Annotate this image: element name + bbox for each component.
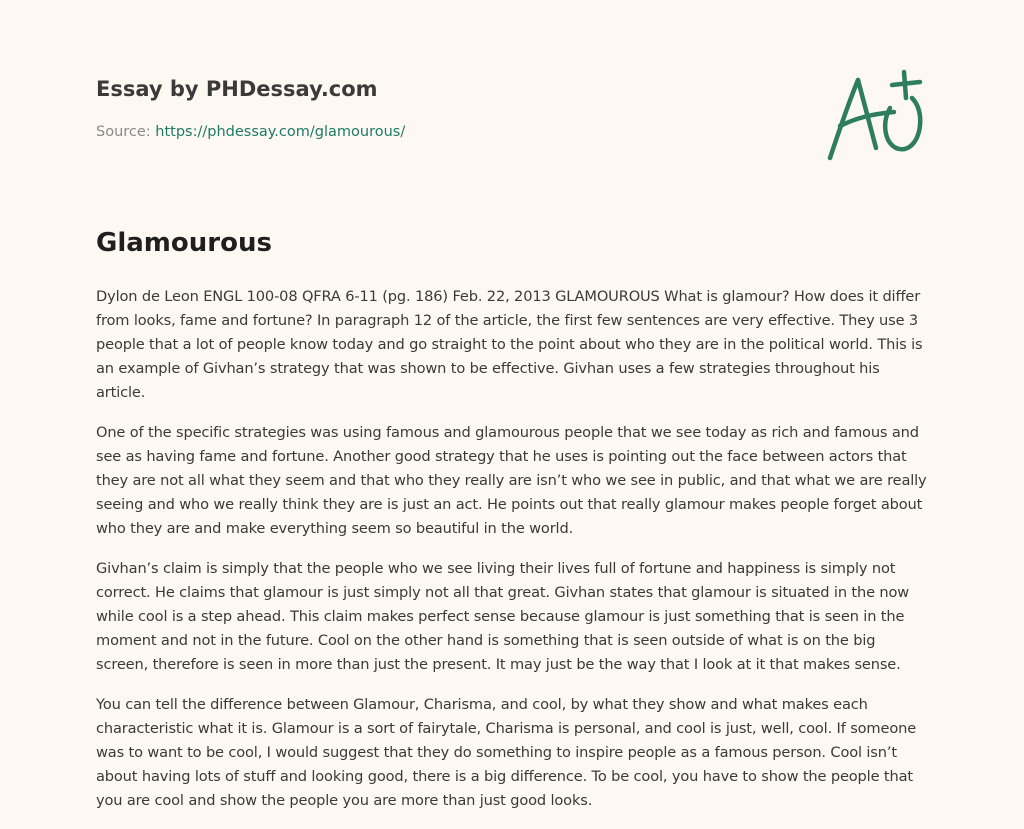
site-title: Essay by PHDessay.com: [96, 77, 378, 101]
essay-paragraph: You can tell the difference between Glamour, Charisma, and cool, by what they show and what makes each characteristic what it is. Glamour is a sort of fairytale, Charisma is personal, and cool is just, well, cool. If someone was to want to be cool, I would suggest that they do something to inspire people as a famous person. Cool isn’t about having lots of stuff and looking good, there is a big difference. To be cool, you have to show the people that you are cool and show the people you are more than just good looks.: [96, 696, 917, 809]
a-plus-grade-logo-icon: [824, 68, 928, 164]
source-line: [96, 124, 405, 140]
essay-paragraph: One of the specific strategies was using famous and glamourous people that we see today as rich and famous and see as having fame and fortune. Another good strategy that he uses is pointing out the face between actors that they are not all what they seem and that who they really are isn’t who we see in public, and that what we are really seeing and who we really think they are is just an act. He points out that really glamour makes people forget about who they are and make everything seem so beautiful in the world.: [96, 424, 927, 537]
source-label: Source:: [96, 124, 156, 140]
essay-paragraph: Givhan’s claim is simply that the people who we see living their lives full of fortune and happiness is simply not correct. He claims that glamour is just simply not all that great. Givhan states that glamour is situated in the now while cool is a step ahead. This claim makes perfect sense because glamour is just something that is seen in the moment and not in the future. Cool on the other hand is something that is seen outside of what is on the big screen, therefore is seen in more than just the present. It may just be the way that I look at it that makes sense.: [96, 560, 910, 673]
essay-title: Glamourous: [96, 228, 272, 258]
essay-body: [96, 285, 930, 829]
essay-paragraph: Dylon de Leon ENGL 100-08 QFRA 6-11 (pg. 186) Feb. 22, 2013 GLAMOUROUS What is glamour? How does it differ from looks, fame and fortune? In paragraph 12 of the article, the first few sentences are very effective. They use 3 people that a lot of people know today and go straight to the point about who they are in the political world. This is an example of Givhan’s strategy that was shown to be effective. Givhan uses a few strategies throughout his article.: [96, 288, 923, 401]
source-link[interactable]: https://phdessay.com/glamourous/: [155, 124, 406, 140]
page-header: [96, 0, 928, 200]
